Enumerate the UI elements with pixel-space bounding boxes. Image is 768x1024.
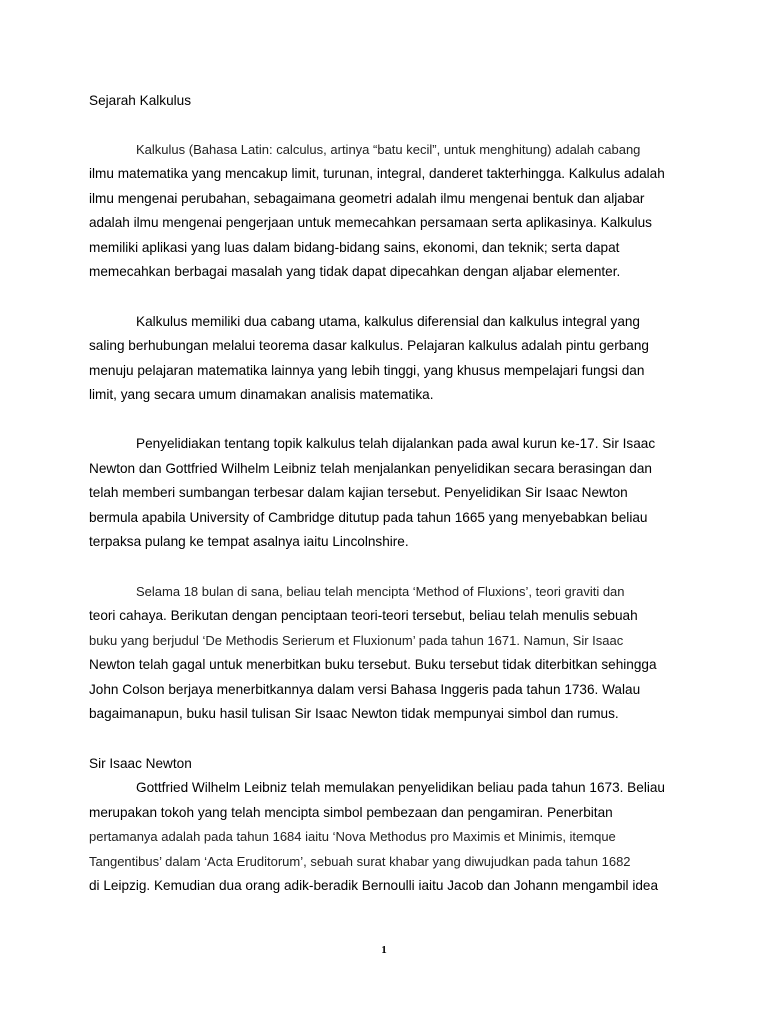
paragraph-5-line-2: merupakan tokoh yang telah mencipta simbol pembezaan dan pengamiran. Penerbitan [89, 805, 613, 820]
paragraph-3-line-4: bermula apabila University of Cambridge ditutup pada tahun 1665 yang menyebabkan beliau [89, 510, 648, 525]
paragraph-4-line-4: Newton telah gagal untuk menerbitkan buku tersebut. Buku tersebut tidak diterbitkan sehingga [89, 657, 657, 672]
paragraph-5-line-4: Tangentibus’ dalam ‘Acta Eruditorum’, sebuah surat khabar yang diwujudkan pada tahun 1682 [89, 854, 631, 869]
paragraph-5-line-3: pertamanya adalah pada tahun 1684 iaitu ‘Nova Methodus pro Maximis et Minimis, itemque [89, 829, 616, 844]
paragraph-2-line-1: Kalkulus memiliki dua cabang utama, kalkulus diferensial dan kalkulus integral yang [136, 314, 640, 329]
page-number: 1 [381, 944, 387, 956]
paragraph-3-line-1: Penyelidiakan tentang topik kalkulus telah dijalankan pada awal kurun ke-17. Sir Isaac [136, 436, 656, 451]
paragraph-1-line-6: memecahkan berbagai masalah yang tidak dapat dipecahkan dengan aljabar elementer. [89, 264, 621, 279]
paragraph-3-line-3: telah memberi sumbangan terbesar dalam kajian tersebut. Penyelidikan Sir Isaac Newton [89, 485, 628, 500]
section-heading: Sir Isaac Newton [89, 756, 192, 771]
paragraph-1-line-2: ilmu matematika yang mencakup limit, turunan, integral, danderet takterhingga. Kalkulus adalah [89, 166, 665, 181]
paragraph-4-line-1: Selama 18 bulan di sana, beliau telah mencipta ‘Method of Fluxions’, teori graviti dan [136, 584, 625, 599]
paragraph-3-line-5: terpaksa pulang ke tempat asalnya iaitu Lincolnshire. [89, 534, 409, 549]
document-title: Sejarah Kalkulus [89, 93, 192, 108]
paragraph-1-line-1: Kalkulus (Bahasa Latin: calculus, artinya “batu kecil”, untuk menghitung) adalah cabang [136, 142, 641, 157]
paragraph-5-line-5: di Leipzig. Kemudian dua orang adik-beradik Bernoulli iaitu Jacob dan Johann mengambil idea [89, 878, 659, 893]
paragraph-2-line-4: limit, yang secara umum dinamakan analisis matematika. [89, 387, 434, 402]
paragraph-4-line-6: bagaimanapun, buku hasil tulisan Sir Isaac Newton tidak mempunyai simbol dan rumus. [89, 706, 619, 721]
paragraph-2-line-3: menuju pelajaran matematika lainnya yang lebih tinggi, yang khusus mempelajari fungsi dan [89, 363, 645, 378]
paragraph-2-line-2: saling berhubungan melalui teorema dasar kalkulus. Pelajaran kalkulus adalah pintu gerbang [89, 338, 649, 353]
paragraph-5-line-1: Gottfried Wilhelm Leibniz telah memulakan penyelidikan beliau pada tahun 1673. Beliau [136, 780, 665, 795]
paragraph-4-line-3: buku yang berjudul ‘De Methodis Serierum et Fluxionum’ pada tahun 1671. Namun, Sir Isaac [89, 633, 624, 648]
paragraph-1-line-5: memiliki aplikasi yang luas dalam bidang-bidang sains, ekonomi, dan teknik; serta dapat [89, 240, 620, 255]
paragraph-1-line-4: adalah ilmu mengenai pengerjaan untuk memecahkan persamaan serta aplikasinya. Kalkulus [89, 215, 652, 230]
paragraph-4-line-5: John Colson berjaya menerbitkannya dalam versi Bahasa Inggeris pada tahun 1736. Walau [89, 682, 641, 697]
paragraph-4-line-2: teori cahaya. Berikutan dengan penciptaan teori-teori tersebut, beliau telah menulis sebuah [89, 608, 638, 623]
paragraph-1-line-3: ilmu mengenai perubahan, sebagaimana geometri adalah ilmu mengenai bentuk dan aljabar [89, 191, 645, 206]
paragraph-3-line-2: Newton dan Gottfried Wilhelm Leibniz telah menjalankan penyelidikan secara berasingan dan [89, 461, 652, 476]
